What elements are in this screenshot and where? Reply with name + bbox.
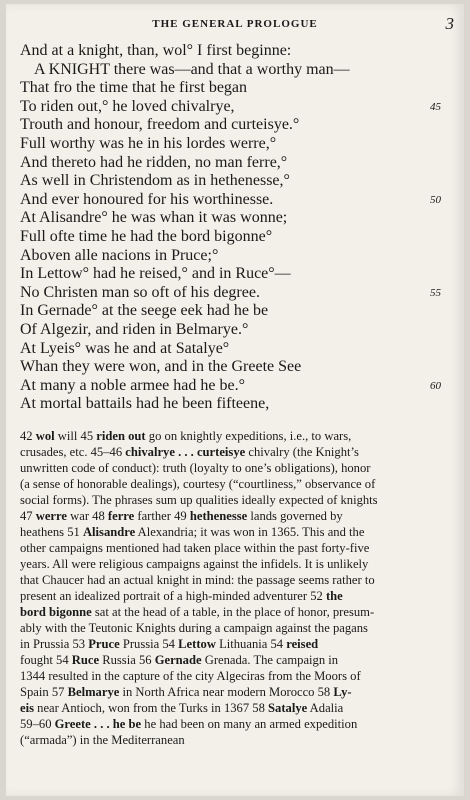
gloss-text: farther 49 (134, 509, 190, 523)
footnote-line (20, 668, 448, 684)
glossed-term: werre (35, 509, 67, 523)
verse-line (20, 228, 420, 247)
glossed-term: chivalrye . . . curteisye (125, 445, 246, 459)
verse-line-text: Whan they were won, and in the Greete See (20, 358, 302, 376)
glossed-term: riden out (96, 429, 146, 443)
verse-line-text: And ever honoured for his worthinesse. (20, 190, 274, 208)
verse-line-text: That fro the time that he first began (20, 79, 248, 97)
verse-text (20, 42, 441, 414)
gloss-text: lands governed by (247, 509, 343, 523)
line-number: 55 (430, 286, 441, 299)
gloss-text: other campaigns mentioned had taken place within the past forty-five (20, 541, 370, 555)
verse-line (20, 247, 420, 266)
gloss-text: 1344 resulted in the capture of the city Algeciras from the Moors of (20, 669, 361, 683)
verse-line (20, 340, 420, 359)
glossed-term: Ruce (71, 653, 100, 667)
glossed-term: Belmarye (67, 685, 120, 699)
verse-line (20, 265, 420, 284)
verse-line-text: At Lyeis° was he and at Satalye° (20, 339, 230, 357)
verse-line-text: In Gernade° at the seege eek had he be (20, 302, 269, 320)
gloss-text: social forms). The phrases sum up qualities ideally expected of knights (20, 493, 378, 507)
gloss-text: 42 (20, 429, 36, 443)
glossed-term: reised (286, 637, 319, 651)
gloss-text: Prussia 54 (119, 637, 179, 651)
footnote-line (20, 588, 448, 604)
gloss-text: 59–60 (20, 717, 55, 731)
gloss-text: chivalry (the Knight’s (245, 445, 359, 459)
glossed-term: Ly- (333, 685, 352, 699)
verse-line (20, 116, 420, 135)
verse-line (20, 376, 441, 396)
glossed-term: the (325, 589, 343, 603)
verse-line-text: And thereto had he ridden, no man ferre,° (20, 153, 288, 171)
verse-line-text: Trouth and honour, freedom and curteisye.° (20, 116, 300, 134)
footnote-line (20, 492, 448, 508)
verse-line-text: To riden out,° he loved chivalrye, (20, 97, 235, 115)
verse-line (20, 61, 420, 80)
gloss-text: in Prussia 53 (20, 637, 89, 651)
verse-line-text: Full worthy was he in his lordes werre,° (20, 134, 277, 152)
footnote-line (20, 540, 448, 556)
gloss-text: in North Africa near modern Morocco 58 (119, 685, 334, 699)
glossed-term: Alisandre (82, 525, 136, 539)
page-number: 3 (445, 14, 454, 33)
verse-line (20, 135, 420, 154)
gloss-text: Alexandria; it was won in 1365. This and the (135, 525, 365, 539)
line-number: 50 (430, 193, 441, 206)
verse-line (20, 79, 420, 98)
gloss-text: near Antioch, won from the Turks in 1367 58 (34, 701, 269, 715)
footnote-line (20, 732, 448, 748)
verse-line (20, 154, 420, 173)
verse-line-text: As well in Christendom as in hethenesse,° (20, 172, 290, 190)
verse-line-text: In Lettow° had he reised,° and in Ruce°— (20, 265, 291, 283)
verse-line (20, 283, 441, 303)
glossed-term: eis (20, 701, 34, 715)
footnote-line (20, 652, 448, 668)
verse-line-text: At many a noble armee had he be.° (20, 376, 245, 394)
footnote-line (20, 572, 448, 588)
footnote-line (20, 620, 448, 636)
verse-line-text: A KNIGHT there was—and that a worthy man— (34, 60, 350, 78)
gloss-text: present an idealized portrait of a high-minded adventurer 52 (20, 589, 326, 603)
gloss-text: Adalia (307, 701, 344, 715)
glossed-term: wol (35, 429, 55, 443)
verse-line-text: And at a knight, than, wol° I first beginne: (20, 42, 292, 59)
verse-line (20, 358, 420, 377)
verse-line (20, 97, 441, 117)
verse-line (20, 190, 441, 210)
gloss-text: 47 (20, 509, 36, 523)
gloss-text: war 48 (66, 509, 108, 523)
gloss-text: he had been on many an armed expedition (141, 717, 358, 731)
verse-line-text: Of Algezir, and riden in Belmarye.° (20, 320, 249, 338)
verse-line-text: Aboven alle nacions in Pruce;° (20, 246, 219, 264)
gloss-text: Grenada. The campaign in (201, 653, 339, 667)
gloss-text: fought 54 (20, 653, 72, 667)
verse-line (20, 302, 420, 321)
gloss-text: will 45 (54, 429, 97, 443)
footnote-line (20, 428, 448, 444)
footnote-line (20, 444, 448, 460)
footnote-line (20, 716, 448, 732)
gloss-text: Spain 57 (20, 685, 68, 699)
gloss-text: unwritten code of conduct): truth (loyalty to one’s obligations), honor (20, 461, 371, 475)
gloss-text: sat at the head of a table, in the place of honor, presum- (91, 605, 375, 619)
book-page (6, 4, 464, 796)
gloss-text: crusades, etc. 45–46 (20, 445, 126, 459)
gloss-text: go on knightly expeditions, i.e., to wars, (145, 429, 352, 443)
verse-line (20, 395, 420, 414)
footnote-line (20, 684, 448, 700)
glossed-term: Gernade (154, 653, 202, 667)
footnote-line (20, 604, 448, 620)
gloss-text: Lithuania 54 (215, 637, 287, 651)
verse-line-text: At mortal battails had he been fifteene, (20, 395, 270, 413)
gloss-text: (a sense of honorable dealings), courtesy (“courtliness,” observance of (20, 477, 376, 491)
glossed-term: ferre (107, 509, 135, 523)
gloss-text: that Chaucer had an actual knight in mind: the passage seems rather to (20, 573, 375, 587)
verse-line (20, 172, 420, 191)
footnote-line (20, 460, 448, 476)
footnote-line (20, 476, 448, 492)
glossed-term: bord bigonne (20, 605, 92, 619)
verse-line (20, 321, 420, 340)
glossed-term: Lettow (178, 637, 216, 651)
line-number: 45 (430, 100, 441, 113)
line-number: 60 (430, 379, 441, 392)
gloss-text: Russia 56 (99, 653, 155, 667)
footnotes (20, 428, 448, 748)
verse-line (20, 42, 420, 61)
verse-line-text: Full ofte time he had the bord bigonne° (20, 227, 273, 245)
footnote-line (20, 636, 448, 652)
footnote-line (20, 700, 448, 716)
footnote-line (20, 556, 448, 572)
glossed-term: Pruce (88, 637, 120, 651)
gloss-text: ably with the Teutonic Knights during a campaign against the pagans (20, 621, 368, 635)
footnote-line (20, 508, 448, 524)
glossed-term: Satalye (268, 701, 308, 715)
gloss-text: heathens 51 (20, 525, 83, 539)
verse-line-text: No Christen man so oft of his degree. (20, 283, 260, 301)
page-header (6, 14, 464, 38)
gloss-text: years. All were religious campaigns against the infidels. It is unlikely (20, 557, 369, 571)
running-head: THE GENERAL PROLOGUE (152, 18, 318, 30)
footnote-line (20, 524, 448, 540)
verse-line-text: At Alisandre° he was whan it was wonne; (20, 209, 288, 227)
verse-line (20, 209, 420, 228)
gloss-text: (“armada”) in the Mediterranean (20, 733, 185, 747)
glossed-term: Greete . . . he be (54, 717, 142, 731)
glossed-term: hethenesse (189, 509, 248, 523)
